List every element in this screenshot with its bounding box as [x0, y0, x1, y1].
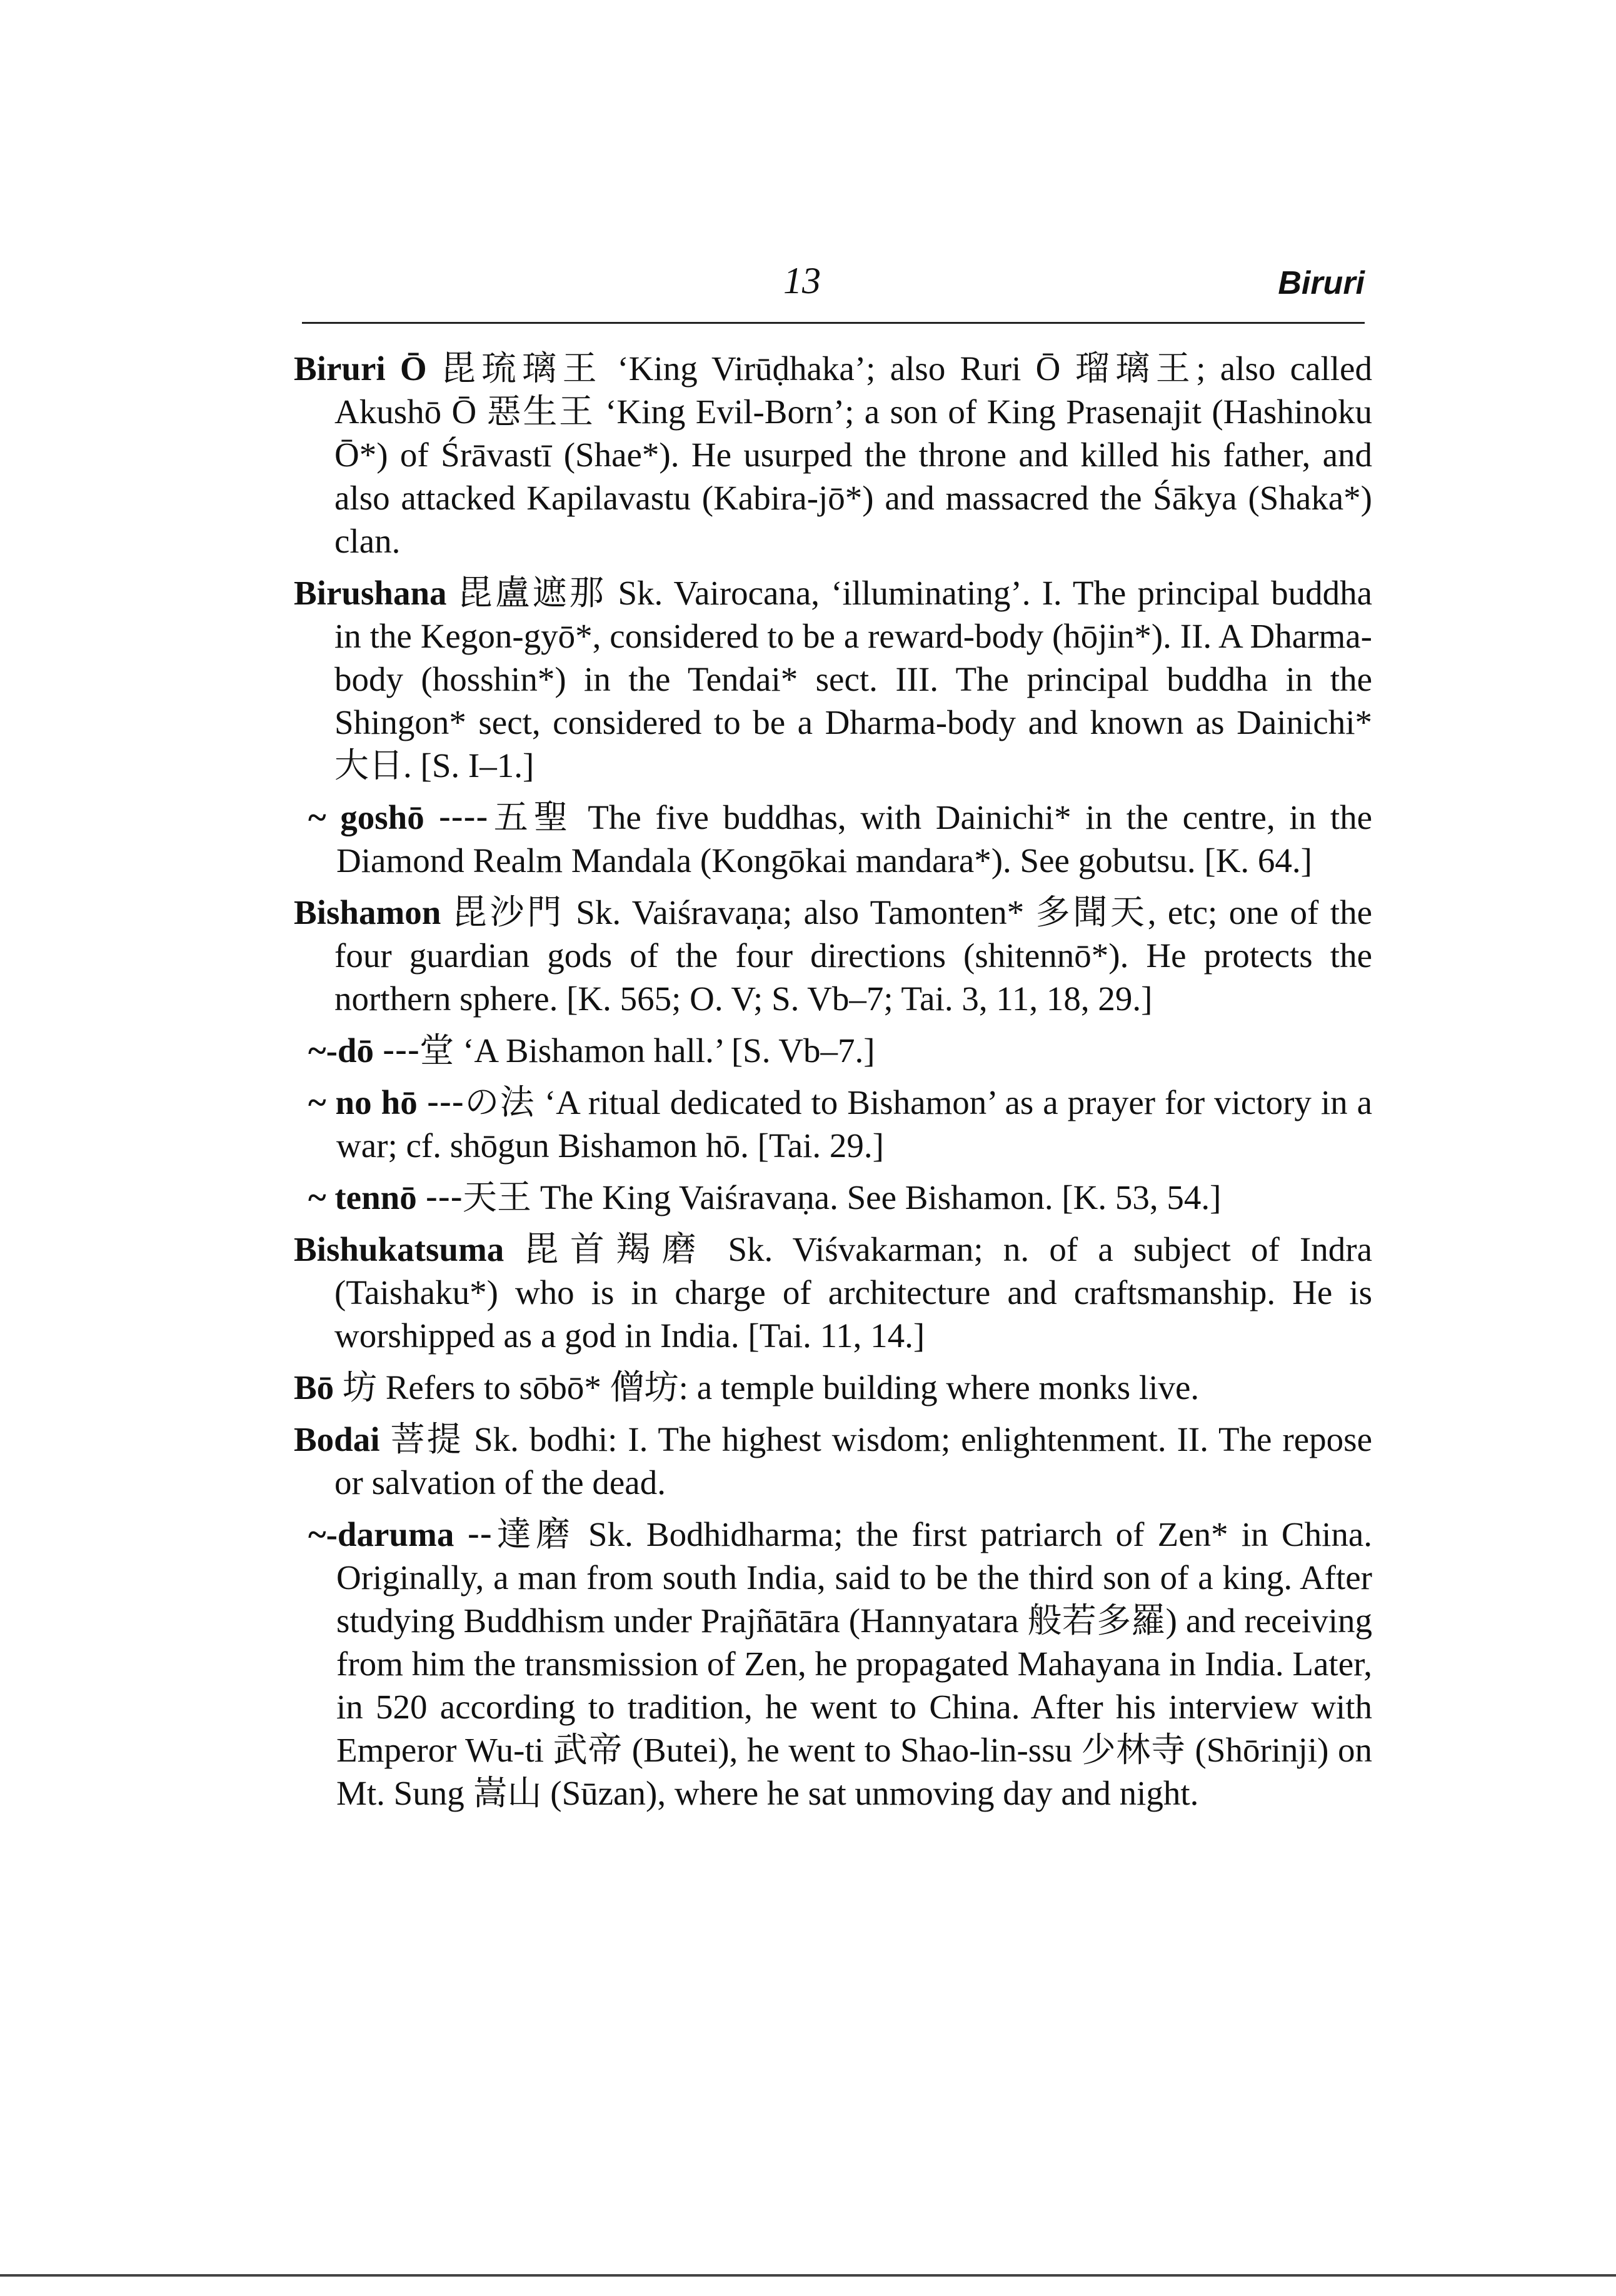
entry-biruri-o [294, 347, 1372, 563]
entry-kanji: ---天王 [425, 1177, 532, 1217]
entry-headword: Bō [294, 1368, 334, 1406]
entry-definition: The five buddhas, with Dainichi* in the centre, in the Diamond Realm Mandala (Kongōkai mandara*). See gobutsu. [K. 64.] [336, 798, 1373, 880]
entry-headword: ~-dō [308, 1031, 374, 1070]
entry-birushana-gosho [294, 796, 1372, 882]
page-number: 13 [783, 260, 821, 301]
entry-kanji: 毘首羯磨 [524, 1229, 708, 1269]
entry-kanji: 菩提 [390, 1419, 464, 1459]
entry-kanji: ---の法 [426, 1082, 535, 1122]
entry-definition: Sk. Viśvakarman; n. of a subject of Indra (Taishaku*) who is in charge of architecture and craftsmanship. He is worshipped as a god in India. [Tai. 11, 14.] [334, 1230, 1372, 1355]
entry-bodai [294, 1418, 1372, 1504]
entry-definition: Sk. Bodhidharma; the first patriarch of Zen* in China. Originally, a man from south India, said to be the third son of a king. After studying Buddhism under Prajñātāra (Hannyatara 般若多羅) and receiving from him the transmission of Zen, he propagated Mahayana in India. Later, in 520 according to tradition, he went to China. After his interview with Emperor Wu-ti 武帝 (Butei), he went to Shao-lin-ssu 少林寺 (Shōrinji) on Mt. Sung 嵩山 (Sūzan), where he sat unmoving day and night. [336, 1515, 1373, 1812]
entry-kanji: 毘盧遮那 [458, 573, 607, 613]
entry-kanji: 坊 [342, 1367, 377, 1407]
entry-kanji: ----五聖 [438, 797, 574, 837]
entry-headword: Bishamon [294, 893, 441, 931]
entry-headword: ~ tennō [308, 1178, 417, 1216]
entry-headword: Birushana [294, 574, 447, 612]
entry-bishamon [294, 891, 1372, 1020]
entry-definition: Sk. Vairocana, ‘illuminating’. I. The principal buddha in the Kegon-gyō*, considered to be a reward-body (hōjin*). II. A Dharma-body (hosshin*) in the Tendai* sect. III. The principal buddha in the Shingon* sect, considered to be a Dharma-body and known as Dainichi* 大日. [S. I–1.] [334, 574, 1373, 785]
entry-headword: ~-daruma [308, 1515, 454, 1553]
entry-definition: Refers to sōbō* 僧坊: a temple building where monks live. [385, 1368, 1200, 1406]
entry-kanji: 毘琉璃王 [441, 348, 603, 388]
page-header [302, 253, 1365, 303]
entry-bishukatsuma [294, 1228, 1372, 1357]
entry-definition: ‘King Virūḍhaka’; also Ruri Ō 瑠璃王; also called Akushō Ō 惡生王 ‘King Evil-Born’; a son of King Prasenajit (Hashinoku Ō*) of Śrāvastī (Shae*). He usurped the throne and killed his father, and also attacked Kapilavastu (Kabira-jō*) and massacred the Śākya (Shaka*) clan. [334, 349, 1372, 560]
entry-definition: The King Vaiśravaṇa. See Bishamon. [K. 53, 54.] [540, 1178, 1222, 1216]
entry-headword: ~ no hō [308, 1083, 418, 1121]
entry-bo [294, 1366, 1372, 1409]
entry-bishamon-do [294, 1029, 1372, 1072]
entry-kanji: 毘沙門 [452, 892, 565, 932]
entry-bishamon-no-ho [294, 1081, 1372, 1167]
header-rule [302, 322, 1365, 324]
running-head: Biruri [1278, 265, 1365, 301]
entry-headword: ~ goshō [308, 798, 424, 836]
entry-headword: Bodai [294, 1420, 380, 1458]
entry-headword: Biruri Ō [294, 349, 427, 388]
entry-birushana [294, 571, 1372, 787]
entry-kanji: --達磨 [467, 1514, 575, 1554]
entry-kanji: ---堂 [382, 1030, 454, 1070]
entry-bodai-daruma [294, 1513, 1372, 1815]
entry-definition: Sk. bodhi: I. The highest wisdom; enlightenment. II. The repose or salvation of the dead. [334, 1420, 1372, 1501]
scan-edge-line [0, 2274, 1616, 2277]
entry-headword: Bishukatsuma [294, 1230, 504, 1268]
entry-bishamon-tenno [294, 1176, 1372, 1219]
entry-definition: ‘A ritual dedicated to Bishamon’ as a prayer for victory in a war; cf. shōgun Bishamon hō. [Tai. 29.] [336, 1083, 1373, 1165]
dictionary-entries [294, 347, 1372, 1823]
entry-definition: Sk. Vaiśravaṇa; also Tamonten* 多聞天, etc; one of the four guardian gods of the four directions (shitennō*). He protects the northern sphere. [K. 565; O. V; S. Vb–7; Tai. 3, 11, 18, 29.] [334, 893, 1372, 1018]
entry-definition: ‘A Bishamon hall.’ [S. Vb–7.] [463, 1031, 875, 1070]
